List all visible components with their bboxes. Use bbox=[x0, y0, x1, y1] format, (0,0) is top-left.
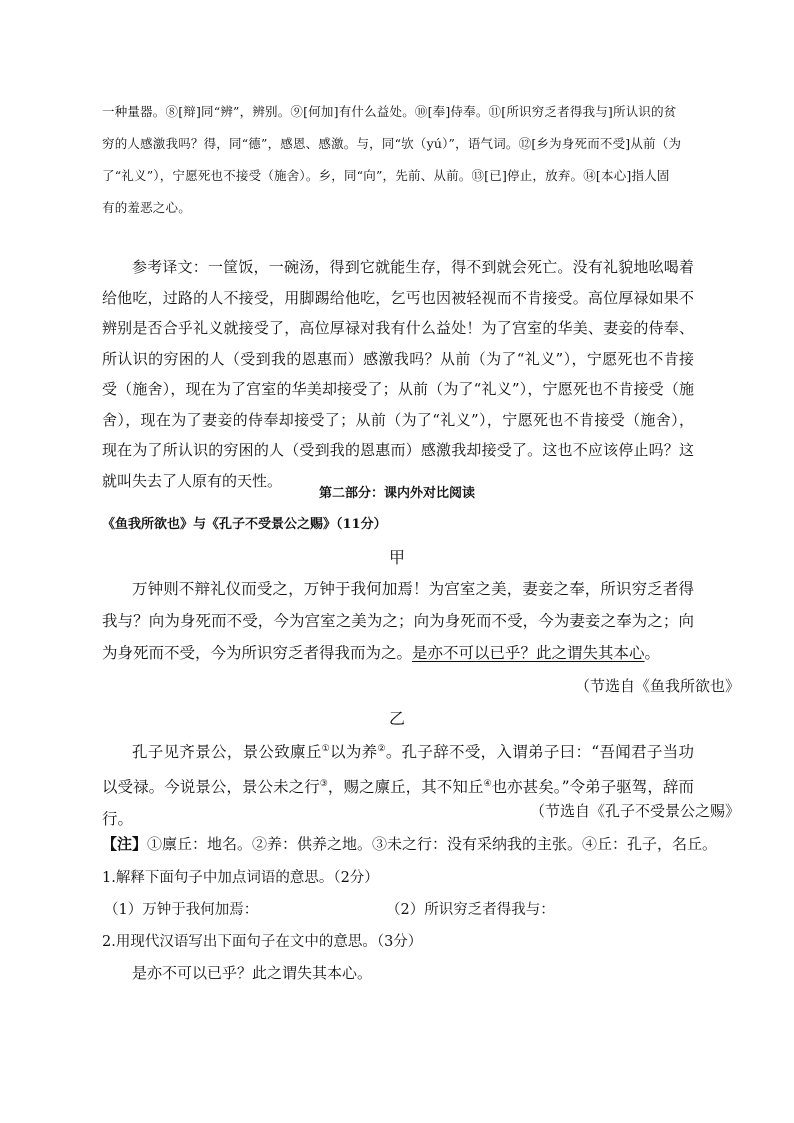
passage-a-plain: 万钟则不辩礼仪而受之，万钟于我何加焉！为宫室之美，妻妾之奉，所识穷乏者得我与？向为身死而不受，今为宫室之美为之；向为身死而不受，今为妻妾之奉为之；向为身死而不受，今为所识穷乏者得我而为之。 bbox=[102, 580, 694, 662]
footnotes-block bbox=[102, 96, 702, 224]
passage-b-text-part: 也亦甚矣。”令弟子驱驾，辞而行。 bbox=[102, 778, 694, 829]
footnote-line: 穷的人感激我吗？得，同“德”，感恩、感激。与，同“欤（yú）”，语气词。⑫[乡为身死而不受]从前（为 bbox=[102, 136, 682, 151]
passage-b-text-part: 孔子见齐景公，景公致廪丘 bbox=[132, 743, 322, 762]
annotation-tag: 【注】 bbox=[102, 835, 148, 853]
passage-a-text bbox=[102, 573, 694, 669]
annotation-line bbox=[102, 833, 717, 854]
annotation-text: ①廪丘：地名。②养：供养之地。③未之行：没有采纳我的主张。④丘：孔子，名丘。 bbox=[147, 835, 718, 853]
section-subtitle: 《鱼我所欲也》与《孔子不受景公之赐》（11分） bbox=[102, 517, 387, 532]
footnote-marker: ③ bbox=[319, 779, 328, 790]
passage-b-text-part: 。孔子辞不受，入谓弟子曰：“吾闻君子当功以受禄。今说景公，景公未之行 bbox=[102, 743, 694, 797]
passage-b-label: 乙 bbox=[388, 709, 405, 728]
passage-a-end: 。 bbox=[644, 644, 661, 662]
passage-a-label: 甲 bbox=[388, 548, 405, 567]
question-1a: （1）万钟于我何加焉： bbox=[104, 902, 259, 918]
question-1b: （2）所识穷乏者得我与： bbox=[386, 902, 555, 918]
question-2-sentence: 是亦不可以已乎？此之谓失其本心。 bbox=[132, 964, 373, 982]
reference-translation bbox=[102, 252, 694, 496]
footnote-line: 了“礼义”），宁愿死也不接受（施舍）。乡，同“向”，先前、从前。⑬[已]停止，放弃。⑭[本心]指人固 bbox=[102, 168, 670, 183]
footnote-line: 一种量器。⑧[辩]同“辨”，辨别。⑨[何加]有什么益处。⑩[奉]侍奉。⑪[所识穷乏者得我与]所认识的贫 bbox=[102, 104, 677, 119]
footnote-marker: ① bbox=[321, 744, 331, 754]
passage-b-source: （节选自《孔子不受景公之赐》 bbox=[529, 802, 740, 820]
passage-b-text-part: ，赐之廪丘，其不知丘 bbox=[327, 778, 484, 797]
footnote-marker: ② bbox=[377, 744, 386, 754]
section-title: 第二部分：课内外对比阅读 bbox=[318, 486, 475, 501]
question-1: 1.解释下面句子中加点词语的意思。（2分） bbox=[102, 870, 379, 886]
footnote-line: 有的羞恶之心。 bbox=[102, 200, 191, 215]
passage-a-underlined: 是亦不可以已乎？此之谓失其本心 bbox=[412, 644, 645, 662]
footnote-marker: ④ bbox=[483, 779, 492, 790]
reference-translation-text: 参考译文：一筐饭，一碗汤，得到它就能生存，得不到就会死亡。没有礼貌地吆喝着给他吃，过路的人不接受，用脚踢给他吃，乞丐也因被轻视而不肯接受。高位厚禄如果不辨别是否合乎礼义就接受了，高位厚禄对我有什么益处！为了宫室的华美、妻妾的侍奉、所认识的穷困的人（受到我的恩惠而）感激我吗？从前（为了“礼义”），宁愿死也不肯接受（施舍），现在为了宫室的华美却接受了；从前（为了“礼义”），宁愿死也不肯接受（施舍），现在为了妻妾的侍奉却接受了；从前（为了“礼义”），宁愿死也不肯接受（施舍），现在为了所认识的穷困的人（受到我的恩惠而）感激我却接受了。这也不应该停止吗？这就叫失去了人原有的天性。 bbox=[102, 258, 694, 490]
passage-a-source: （节选自《鱼我所欲也》 bbox=[574, 677, 740, 695]
question-2: 2.用现代汉语写出下面句子在文中的意思。（3分） bbox=[102, 934, 423, 950]
passage-b-text-part: 以为养 bbox=[330, 743, 378, 762]
